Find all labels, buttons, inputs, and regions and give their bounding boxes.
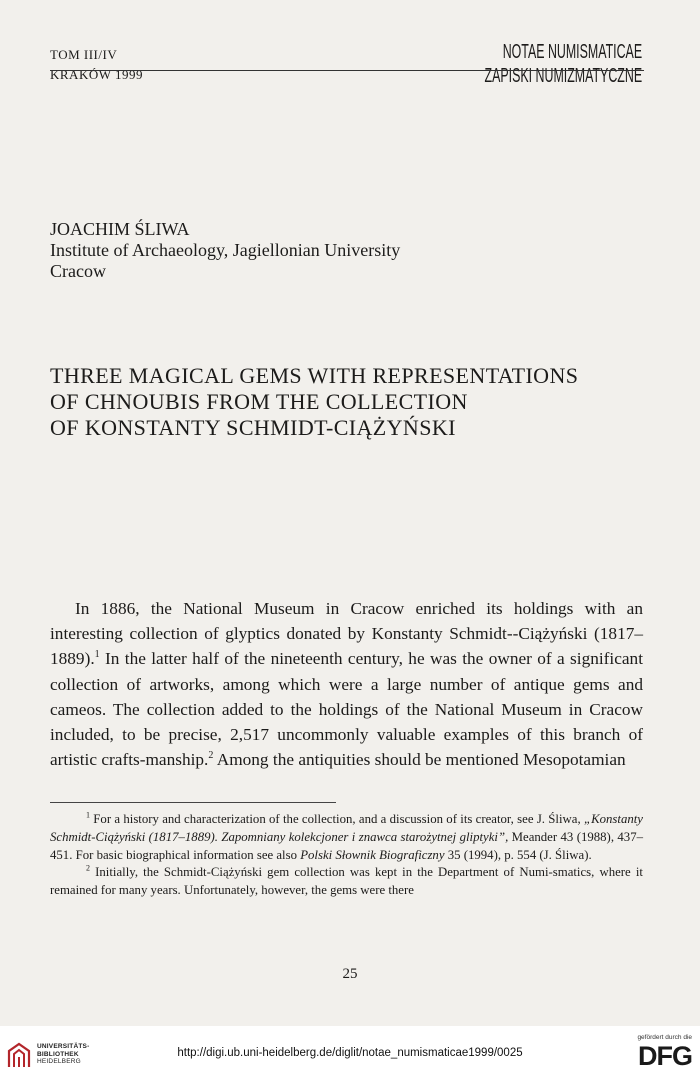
footnote-ref-2[interactable]: 2 <box>208 750 214 762</box>
title-line-3: OF KONSTANTY SCHMIDT-CIĄŻYŃSKI <box>50 415 456 440</box>
dfg-logo-icon: DFG <box>638 1041 692 1071</box>
journal-title-polish: ZAPISKI NUMIZMATYCZNE <box>484 65 642 87</box>
library-name[interactable]: UNIVERSITÄTS- BIBLIOTHEK HEIDELBERG <box>37 1043 90 1066</box>
running-header-left <box>50 45 143 85</box>
volume-label: TOM III/IV <box>50 47 118 62</box>
digitization-footer <box>0 1026 700 1081</box>
footnotes <box>50 811 643 900</box>
article-title <box>50 363 650 441</box>
body-paragraph: In 1886, the National Museum in Cracow enriched its holdings with an interesting collection of glyptics donated by Konstanty Schmidt--Ciążyński (1817–1889).$^1$ In the latter half of the nineteenth century, he was the owner of a significant collection of artworks, among which were a large number of antique gems and cameos. The collection added to the holdings of the National Museum in Cracow included, to be precise, 2,517 uncommonly valuable examples of this branch of artistic crafts-manship.$^2$ Among the antiquities should be mentioned Mesopotamian <box>50 599 643 770</box>
funder-badge[interactable] <box>602 1033 692 1070</box>
footnote-rule <box>50 802 336 803</box>
author-block <box>50 219 400 282</box>
footnote-ref-1[interactable]: 1 <box>94 649 100 661</box>
funder-caption: gefördert durch die <box>637 1034 692 1041</box>
journal-title-latin: NOTAE NUMISMATICAE <box>502 41 642 63</box>
title-line-1: THREE MAGICAL GEMS WITH REPRESENTATIONS <box>50 363 579 388</box>
body-text <box>50 596 643 772</box>
footnote-2: $^2$ Initially, the Schmidt-Ciążyński gem collection was kept in the Department of Numi-smatics, where it remained for many years. Unfortunately, however, the gems were there <box>50 864 643 898</box>
permalink-url[interactable]: http://digi.ub.uni-heidelberg.de/diglit/notae_numismaticae1999/0025 <box>177 1047 523 1059</box>
journal-title <box>484 40 642 88</box>
author-affiliation: Institute of Archaeology, Jagiellonian University <box>50 240 401 260</box>
header-rule <box>50 70 644 71</box>
author-city: Cracow <box>50 261 106 281</box>
page-number: 25 <box>342 966 358 982</box>
title-line-2: OF CHNOUBIS FROM THE COLLECTION <box>50 389 468 414</box>
place-year-label: KRAKÓW 1999 <box>50 67 144 82</box>
author-name: JOACHIM ŚLIWA <box>50 219 190 239</box>
footnote-1: $^1$ For a history and characterization of the collection, and a discussion of its creator, see J. Śliwa, „Konstanty Schmidt-Ciążyński (1817–1889). Zapomniany kolekcjoner i znawca starożytnej gliptyki”, Meander 43 (1988), 437–451. For basic biographical information see also Polski Słownik Biograficzny 35 (1994), p. 554 (J. Śliwa). <box>50 810 643 862</box>
